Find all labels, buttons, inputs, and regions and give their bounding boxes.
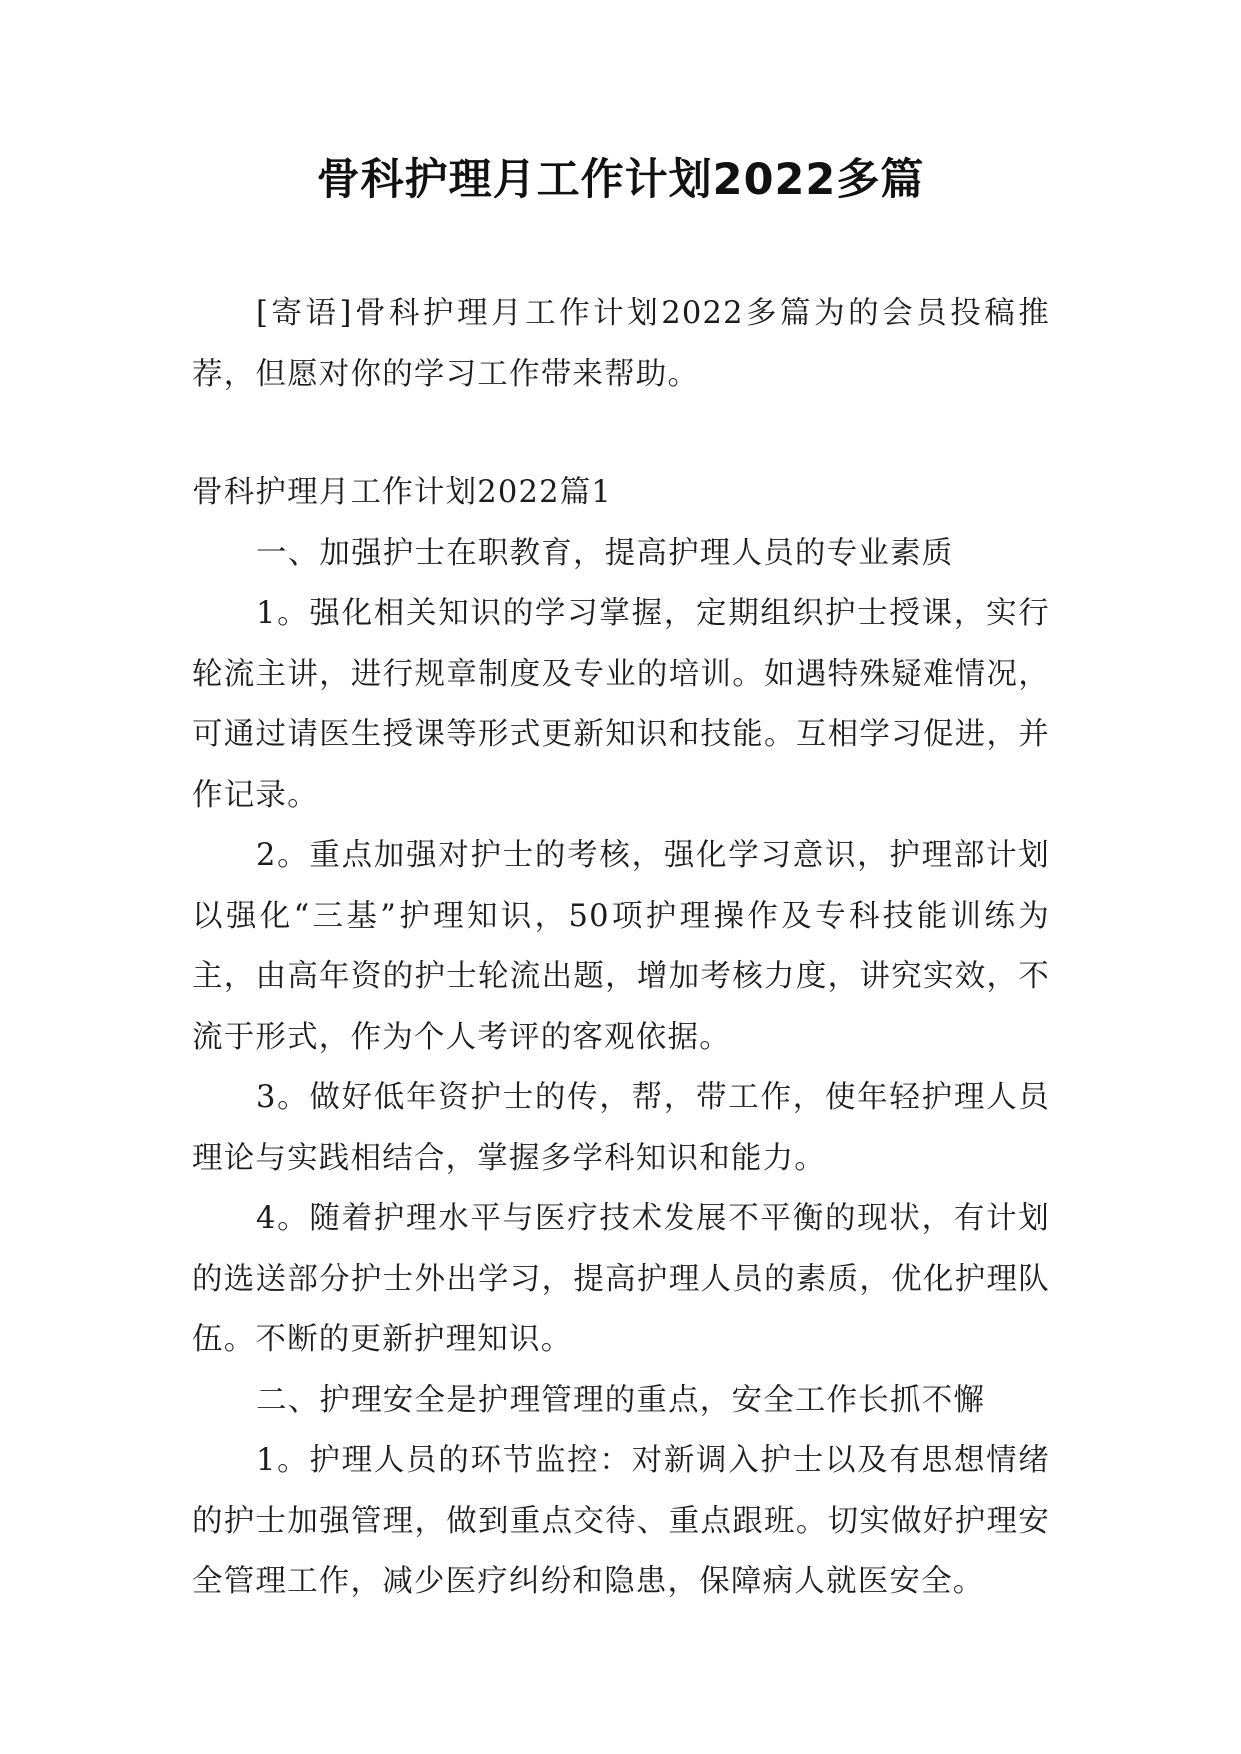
paragraph-item-4: 4。随着护理水平与医疗技术发展不平衡的现状，有计划的选送部分护士外出学习，提高护理人员的素质，优化护理队伍。不断的更新护理知识。 — [192, 1201, 1050, 1357]
paragraph-item-3: 3。做好低年资护士的传，帮，带工作，使年轻护理人员理论与实践相结合，掌握多学科知识和能力。 — [192, 1080, 1050, 1176]
section-heading-2: 二、护理安全是护理管理的重点，安全工作长抓不懈 — [256, 1382, 986, 1418]
document-title: 骨科护理月工作计划2022多篇 — [316, 155, 925, 205]
paragraph-item-2: 2。重点加强对护士的考核，强化学习意识，护理部计划以强化“三基”护理知识，50项护理操作及专科技能训练为主，由高年资的护士轮流出题，增加考核力度，讲究实效，不流于形式，作为个人考评的客观依据。 — [192, 838, 1050, 1055]
section-heading-1: 一、加强护士在职教育，提高护理人员的专业素质 — [256, 535, 954, 571]
paragraph-item-1: 1。强化相关知识的学习掌握，定期组织护士授课，实行轮流主讲，进行规章制度及专业的培训。如遇特殊疑难情况，可通过请医生授课等形式更新知识和技能。互相学习促进，并作记录。 — [192, 596, 1050, 813]
main-body — [192, 463, 1050, 1613]
intro-block — [192, 284, 1050, 405]
paragraph-item-5: 1。护理人员的环节监控：对新调入护士以及有思想情绪的护士加强管理，做到重点交待、重点跟班。切实做好护理安全管理工作，减少医疗纠纷和隐患，保障病人就医安全。 — [192, 1443, 1050, 1599]
section-title: 骨科护理月工作计划2022篇1 — [192, 475, 613, 510]
intro-paragraph: [寄语]骨科护理月工作计划2022多篇为的会员投稿推荐，但愿对你的学习工作带来帮助。 — [192, 296, 1050, 392]
